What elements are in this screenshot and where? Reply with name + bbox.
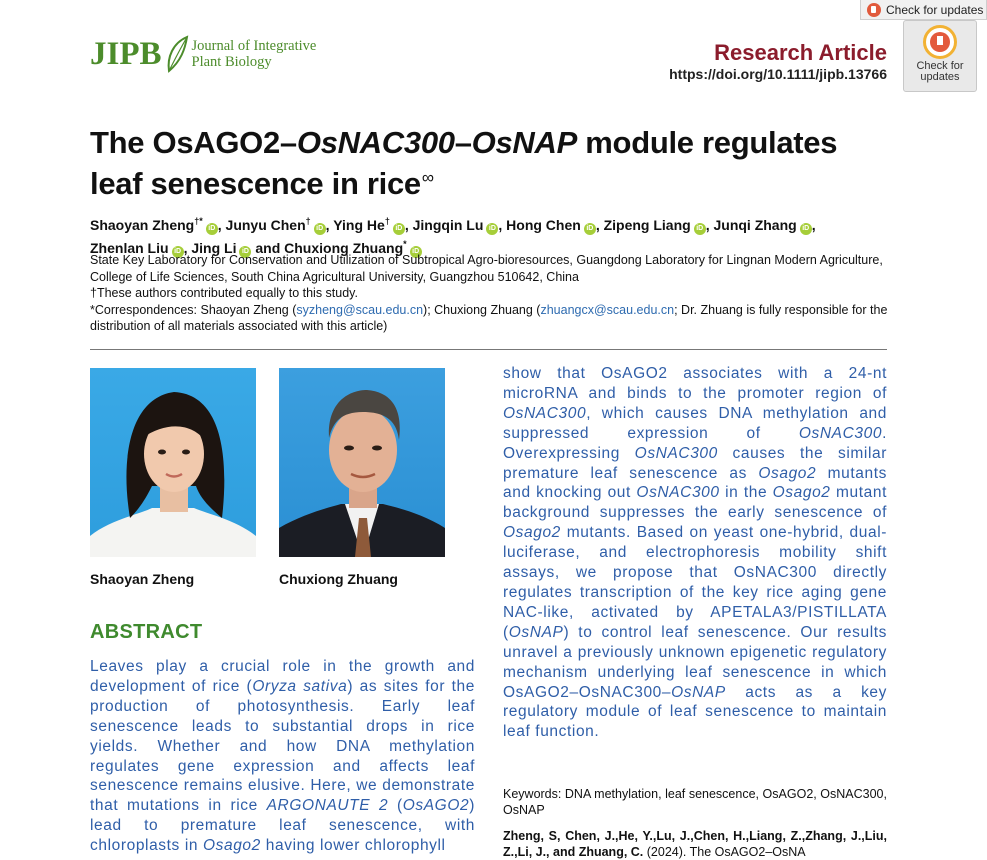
photo-caption: Shaoyan Zheng: [90, 571, 195, 587]
check-for-updates-label: Check for updates: [886, 2, 984, 17]
check-for-updates-badge[interactable]: [903, 20, 977, 92]
author[interactable]: Jingqin Lu iD: [413, 217, 499, 233]
citation: Zheng, S, Chen, J.,He, Y.,Lu, J.,Chen, H.,Liang, Z.,Zhang, J.,Liu, Z.,Li, J., and Zhuang, C. (2024). The OsAGO2–OsNA: [503, 829, 887, 859]
crossmark-icon: [867, 3, 881, 17]
author[interactable]: Chuxiong Zhuang*iD: [284, 240, 422, 256]
orcid-icon[interactable]: iD: [410, 246, 422, 258]
orcid-icon[interactable]: iD: [393, 223, 405, 235]
orcid-icon[interactable]: iD: [239, 246, 251, 258]
orcid-icon[interactable]: iD: [314, 223, 326, 235]
journal-name: Journal of Integrative Plant Biology: [191, 38, 317, 70]
orcid-icon[interactable]: iD: [206, 223, 218, 235]
author[interactable]: Zhenlan Liu iD: [90, 240, 184, 256]
check-for-updates-pill[interactable]: [860, 0, 987, 20]
email-link[interactable]: syzheng@scau.edu.cn: [296, 302, 424, 317]
divider: [90, 349, 887, 350]
crossmark-icon: [923, 25, 957, 59]
leaf-icon: [165, 35, 189, 73]
abstract-heading: ABSTRACT: [90, 621, 203, 643]
journal-logo[interactable]: [90, 35, 316, 73]
orcid-icon[interactable]: iD: [694, 223, 706, 235]
institution: State Key Laboratory for Conservation and Utilization of Subtropical Agro-bioresources, Guangdong Laboratory for Lingnan Modern Agriculture, College of Life Sciences, South China Agricultural University, Guangzhou 510642, China: [90, 253, 883, 284]
author-list: Shaoyan Zheng†*iD , Junyu Chen†iD , Ying He†iD , Jingqin Lu iD , Hong Chen iD , Zipeng Liang iD , Junqi Zhang iD , Zhenlan Liu iD , Jing Li iD and Chuxiong Zhuang*iD: [90, 216, 816, 256]
affiliations: [90, 252, 890, 335]
orcid-icon[interactable]: iD: [172, 246, 184, 258]
email-link[interactable]: zhuangcx@scau.edu.cn: [540, 302, 675, 317]
author-photo: [279, 368, 445, 557]
author[interactable]: Zipeng Liang iD: [604, 217, 706, 233]
author[interactable]: Shaoyan Zheng†*iD: [90, 217, 218, 233]
abstract-text-right: show that OsAGO2 associates with a 24-nt microRNA and binds to the promoter region of OsNAC300, which causes DNA methylation and suppressed expression of OsNAC300. Overexpressing OsNAC300 causes the similar premature leaf senescence as Osago2 mutants and knocking out OsNAC300 in the Osago2 mutant background suppresses the early senescence of Osago2 mutants. Based on yeast one-hybrid, dual-luciferase, and electrophoresis mobility shift assays, we propose that OsNAC300 directly regulates transcription of the key rice aging gene NAC-like, activated by APETALA3/PISTILLATA (OsNAP) to control leaf senescence. Our results unravel a previously unknown epigenetic regulatory mechanism underlying leaf senescence in which OsAGO2–OsNAC300–OsNAP acts as a key regulatory module of leaf senescence to maintain leaf function.: [503, 365, 887, 741]
keywords: Keywords: DNA methylation, leaf senescence, OsAGO2, OsNAC300, OsNAP: [503, 787, 887, 817]
check-for-updates-text: Check for updates: [916, 60, 964, 83]
orcid-icon[interactable]: iD: [486, 223, 498, 235]
author[interactable]: Ying He†iD: [333, 217, 405, 233]
orcid-icon[interactable]: iD: [800, 223, 812, 235]
logo-mark: JIPB: [90, 35, 162, 72]
author-photo: [90, 368, 256, 557]
abstract-text-left: Leaves play a crucial role in the growth and development of rice (Oryza sativa) as sites for the production of photosynthesis. Early leaf senescence leads to substantial drops in rice yields. Whether and how DNA methylation regulates gene expression and affects leaf senescence remains elusive. Here, we demonstrate that mutations in rice ARGONAUTE 2 (OsAGO2) lead to premature leaf senescence, with chloroplasts in Osago2 having lower chlorophyll: [90, 658, 475, 855]
article-title: The OsAGO2–OsNAC300–OsNAP module regulates leaf senescence in rice∞: [90, 125, 838, 201]
equal-contribution-note: †These authors contributed equally to this study.: [90, 286, 358, 300]
doi-link[interactable]: https://doi.org/10.1111/jipb.13766: [669, 66, 887, 82]
author[interactable]: Junyu Chen†iD: [226, 217, 326, 233]
correspondence: *Correspondences: Shaoyan Zheng (syzheng@scau.edu.cn); Chuxiong Zhuang (zhuangcx@scau.edu.cn; Dr. Zhuang is fully responsible for the distribution of all materials associated with this article): [90, 302, 888, 333]
author[interactable]: Jing Li iD: [191, 240, 251, 256]
author[interactable]: Junqi Zhang iD: [713, 217, 811, 233]
article-type: Research Article: [714, 40, 887, 65]
author[interactable]: Hong Chen iD: [506, 217, 596, 233]
orcid-icon[interactable]: iD: [584, 223, 596, 235]
photo-caption: Chuxiong Zhuang: [279, 571, 398, 587]
